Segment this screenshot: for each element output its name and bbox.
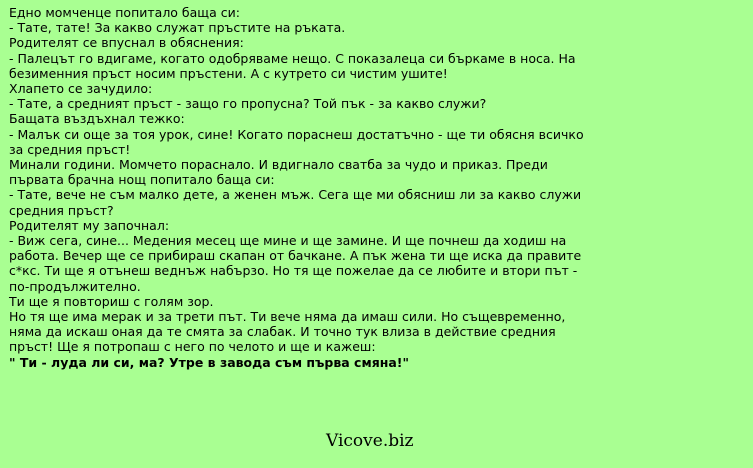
joke-line: първата брачна нощ попитало баща си: [9, 172, 275, 188]
joke-line: Едно момченце попитало баща си: [9, 5, 240, 20]
joke-line: безименния пръст носим пръстени. А с кутрето си чистим ушите! [9, 65, 448, 81]
joke-line: средния пръст? [9, 202, 114, 218]
joke-text [9, 5, 584, 370]
joke-line: - Тате, а средният пръст - защо го пропусна? Той пък - за какво служи? [9, 96, 487, 112]
joke-line: Минали години. Момчето пораснало. И вдигнало сватба за чудо и приказ. Преди [9, 157, 548, 173]
joke-line: - Тате, вече не съм малко дете, а женен мъж. Сега ще ми обясниш ли за какво служи [9, 187, 582, 203]
joke-line: Родителят му започнал: [9, 217, 170, 233]
joke-line: - Виж сега, сине... Медения месец ще мине и ще замине. И ще почнеш да ходиш на [9, 233, 567, 249]
joke-line: - Палецът го вдигаме, когато одобряваме нещо. С показалеца си бъркаме в носа. На [9, 50, 576, 66]
joke-punchline: " Ти - луда ли си, ма? Утре в завода съм първа смяна!" [9, 354, 409, 370]
joke-line: Хлапето се зачудило: [9, 81, 153, 97]
joke-line: пръст! Ще я потропаш с него по челото и ще и кажеш: [9, 339, 376, 355]
joke-line: за средния пръст! [9, 141, 131, 157]
joke-line: работа. Вечер ще се прибираш скапан от бачкане. А пък жена ти ще иска да правите [9, 248, 582, 264]
joke-line: - Тате, тате! За какво служат пръстите на ръката. [9, 20, 346, 36]
joke-line: Родителят се впуснал в обяснения: [9, 35, 244, 51]
joke-line: - Малък си още за тоя урок, сине! Когато пораснеш достатъчно - ще ти обясня всичко [9, 126, 584, 142]
joke-line: по-продължително. [9, 278, 141, 294]
joke-line: Ти ще я повториш с голям зор. [9, 293, 214, 309]
joke-line: Бащата въздъхнал тежко: [9, 111, 185, 127]
joke-line: няма да искаш оная да те смята за слабак. И точно тук влиза в действие средния [9, 324, 556, 340]
site-link[interactable]: Vicove.biz [326, 431, 414, 451]
joke-line: с*кс. Ти ще я отънеш веднъж набързо. Но тя ще пожелае да се любите и втори път - [9, 263, 578, 279]
joke-line: Но тя ще има мерак и за трети път. Ти вече няма да имаш сили. Но същевременно, [9, 309, 566, 325]
